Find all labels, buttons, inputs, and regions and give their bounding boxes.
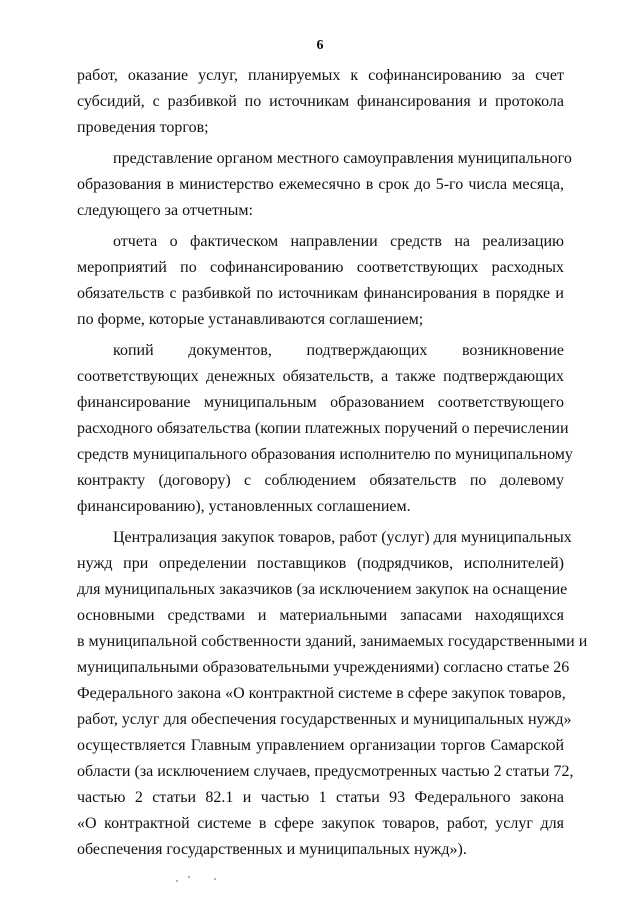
text-line: контракту (договору) с соблюдением обязательств по долевому: [77, 472, 564, 489]
paragraph-1: [77, 63, 564, 141]
scan-specks: [176, 876, 236, 884]
paragraph-4: [77, 338, 573, 520]
text-line: проведения торгов;: [77, 119, 209, 136]
body-text: [77, 63, 588, 868]
text-line: образования в министерство ежемесячно в срок до 5-го числа месяца,: [77, 176, 564, 193]
paragraph-2: [77, 146, 572, 224]
text-line: финансирование муниципальным образованием соответствующего: [77, 394, 564, 411]
text-line: в муниципальной собственности зданий, занимаемых государственными и: [77, 633, 588, 650]
text-line: расходного обязательства (копии платежных поручений о перечислении: [77, 420, 569, 437]
text-line: Федерального закона «О контрактной системе в сфере закупок товаров,: [77, 685, 566, 702]
text-line: Централизация закупок товаров, работ (услуг) для муниципальных: [113, 529, 572, 546]
text-line: следующего за отчетным:: [77, 202, 253, 219]
text-line: обеспечения государственных и муниципальных нужд»).: [77, 841, 467, 858]
text-line: осуществляется Главным управлением организации торгов Самарской: [77, 737, 564, 754]
scan-speck: [176, 880, 178, 882]
text-line: соответствующих денежных обязательств, а также подтверждающих: [77, 368, 564, 385]
text-line: муниципальными образовательными учреждениями) согласно статье 26: [77, 659, 570, 676]
text-line: области (за исключением случаев, предусмотренных частью 2 статьи 72,: [77, 763, 574, 780]
text-line: для муниципальных заказчиков (за исключением закупок на оснащение: [77, 581, 568, 598]
paragraph-5: [77, 525, 588, 863]
text-line: субсидий, с разбивкой по источникам финансирования и протокола: [77, 93, 564, 110]
text-line: работ, оказание услуг, планируемых к софинансированию за счет: [77, 67, 564, 84]
text-line: мероприятий по софинансированию соответствующих расходных: [77, 259, 564, 276]
text-line: частью 2 статьи 82.1 и частью 1 статьи 93 Федерального закона: [77, 789, 564, 806]
text-line: по форме, которые устанавливаются соглашением;: [77, 311, 424, 328]
text-line: нужд при определении поставщиков (подрядчиков, исполнителей): [77, 555, 564, 572]
text-line: копий документов, подтверждающих возникновение: [113, 342, 564, 359]
text-line: финансированию), установленных соглашением.: [77, 498, 411, 515]
text-line: обязательств с разбивкой по источникам финансирования в порядке и: [77, 285, 564, 302]
text-line: средств муниципального образования исполнителю по муниципальному: [77, 446, 573, 463]
text-line: представление органом местного самоуправления муниципального: [113, 150, 572, 167]
scan-speck: [214, 878, 216, 880]
text-line: основными средствами и материальными запасами находящихся: [77, 607, 564, 624]
paragraph-3: [77, 229, 564, 333]
scan-speck: [188, 876, 190, 878]
text-line: «О контрактной системе в сфере закупок товаров, работ, услуг для: [77, 815, 564, 832]
text-line: работ, услуг для обеспечения государственных и муниципальных нужд»: [77, 711, 572, 728]
text-line: отчета о фактическом направлении средств на реализацию: [113, 233, 564, 250]
page-number: 6: [316, 38, 324, 53]
